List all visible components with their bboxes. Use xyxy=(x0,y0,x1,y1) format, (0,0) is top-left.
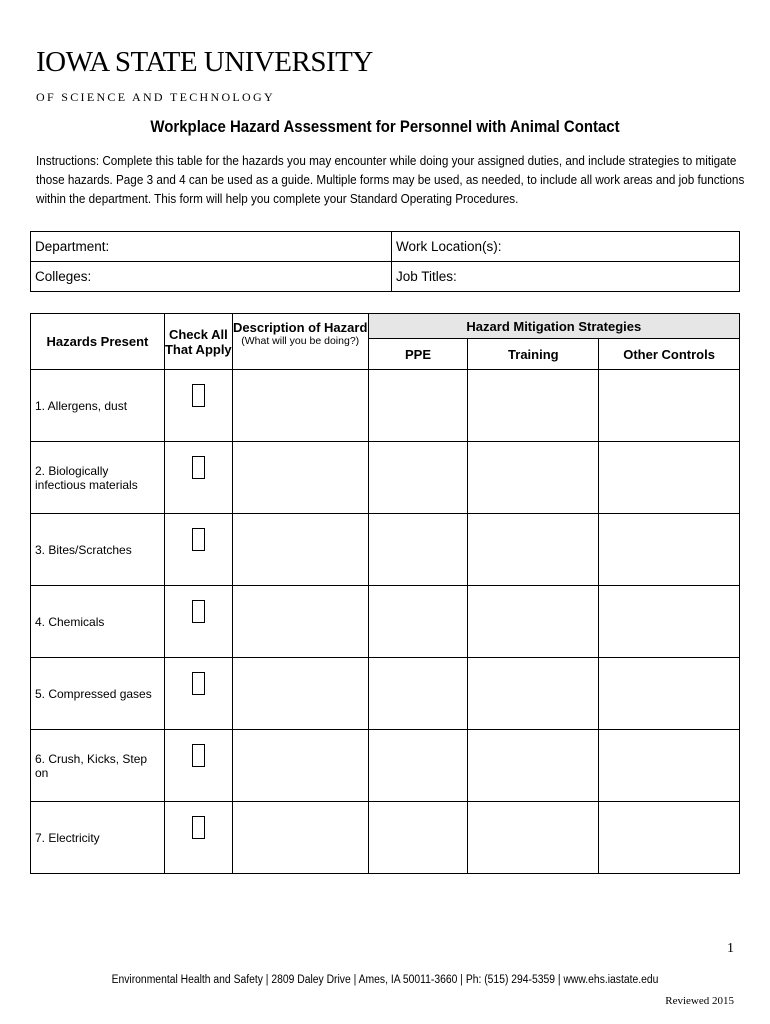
hazard-name: 4. Chemicals xyxy=(31,586,165,658)
training-cell[interactable] xyxy=(468,514,599,586)
description-cell[interactable] xyxy=(232,514,368,586)
table-row xyxy=(31,658,740,730)
other-controls-header: Other Controls xyxy=(599,339,740,370)
ppe-cell[interactable] xyxy=(368,586,468,658)
checkbox[interactable] xyxy=(192,816,205,839)
department-field[interactable]: Department: xyxy=(31,232,392,262)
check-cell xyxy=(164,514,232,586)
hazard-name: 2. Biologically infectious materials xyxy=(31,442,165,514)
check-all-header xyxy=(164,314,232,370)
table-row xyxy=(31,442,740,514)
check-all-line-1: Check All xyxy=(168,326,228,342)
description-cell[interactable] xyxy=(232,730,368,802)
check-cell xyxy=(164,442,232,514)
check-cell xyxy=(164,730,232,802)
ppe-cell[interactable] xyxy=(368,514,468,586)
other-controls-cell[interactable] xyxy=(599,370,740,442)
description-cell[interactable] xyxy=(232,442,368,514)
university-logo-subtitle: OF SCIENCE AND TECHNOLOGY xyxy=(36,90,275,104)
ppe-cell[interactable] xyxy=(368,370,468,442)
other-controls-cell[interactable] xyxy=(599,802,740,874)
hazard-name: 3. Bites/Scratches xyxy=(31,514,165,586)
check-all-line-2: That Apply xyxy=(164,341,232,357)
hazard-name: 6. Crush, Kicks, Step on xyxy=(31,730,165,802)
table-row xyxy=(31,370,740,442)
other-controls-cell[interactable] xyxy=(599,442,740,514)
hazard-name: 7. Electricity xyxy=(31,802,165,874)
checkbox[interactable] xyxy=(192,384,205,407)
university-logo: IOWA STATE UNIVERSITY xyxy=(36,46,373,78)
checkbox[interactable] xyxy=(192,744,205,767)
description-cell[interactable] xyxy=(232,802,368,874)
page-number: 1 xyxy=(727,941,734,956)
hazard-name: 1. Allergens, dust xyxy=(31,370,165,442)
ppe-cell[interactable] xyxy=(368,658,468,730)
check-cell xyxy=(164,658,232,730)
training-cell[interactable] xyxy=(468,730,599,802)
page-title: Workplace Hazard Assessment for Personnel with Animal Contact xyxy=(150,117,620,136)
description-subtitle: (What will you be doing?) xyxy=(241,335,360,347)
hazard-name: 5. Compressed gases xyxy=(31,658,165,730)
reviewed-date: Reviewed 2015 xyxy=(665,995,734,1007)
ppe-cell[interactable] xyxy=(368,730,468,802)
checkbox[interactable] xyxy=(192,456,205,479)
training-cell[interactable] xyxy=(468,658,599,730)
training-cell[interactable] xyxy=(468,802,599,874)
check-cell xyxy=(164,802,232,874)
table-row xyxy=(31,730,740,802)
checkbox[interactable] xyxy=(192,672,205,695)
description-header xyxy=(232,314,368,370)
ppe-header: PPE xyxy=(368,339,468,370)
table-row xyxy=(31,802,740,874)
other-controls-cell[interactable] xyxy=(599,514,740,586)
other-controls-cell[interactable] xyxy=(599,658,740,730)
training-header: Training xyxy=(468,339,599,370)
hazard-table xyxy=(30,313,740,874)
training-cell[interactable] xyxy=(468,586,599,658)
description-cell[interactable] xyxy=(232,586,368,658)
check-cell xyxy=(164,586,232,658)
check-cell xyxy=(164,370,232,442)
other-controls-cell[interactable] xyxy=(599,586,740,658)
table-row xyxy=(31,514,740,586)
training-cell[interactable] xyxy=(468,370,599,442)
checkbox[interactable] xyxy=(192,528,205,551)
other-controls-cell[interactable] xyxy=(599,730,740,802)
mitigation-header: Hazard Mitigation Strategies xyxy=(368,314,739,339)
instructions-text: Instructions: Complete this table for the hazards you may encounter while doing your assigned duties, and include strategies to mitigate those hazards. Page 3 and 4 can be used as a guide. Multiple forms may be used, as needed, to include all work areas and job functions within the department. This form will help you complete your Standard Operating Procedures. xyxy=(36,153,745,206)
colleges-field[interactable]: Colleges: xyxy=(31,262,392,292)
description-cell[interactable] xyxy=(232,370,368,442)
training-cell[interactable] xyxy=(468,442,599,514)
ppe-cell[interactable] xyxy=(368,442,468,514)
footer-contact: Environmental Health and Safety | 2809 Daley Drive | Ames, IA 50011-3660 | Ph: (515) 294-5359 | www.ehs.iastate.edu xyxy=(111,974,659,986)
table-row xyxy=(31,586,740,658)
ppe-cell[interactable] xyxy=(368,802,468,874)
job-titles-field[interactable]: Job Titles: xyxy=(392,262,740,292)
description-title: Description of Hazard xyxy=(233,320,368,335)
checkbox[interactable] xyxy=(192,600,205,623)
hazards-present-header: Hazards Present xyxy=(31,314,165,370)
info-table xyxy=(30,231,740,292)
work-location-field[interactable]: Work Location(s): xyxy=(392,232,740,262)
description-cell[interactable] xyxy=(232,658,368,730)
